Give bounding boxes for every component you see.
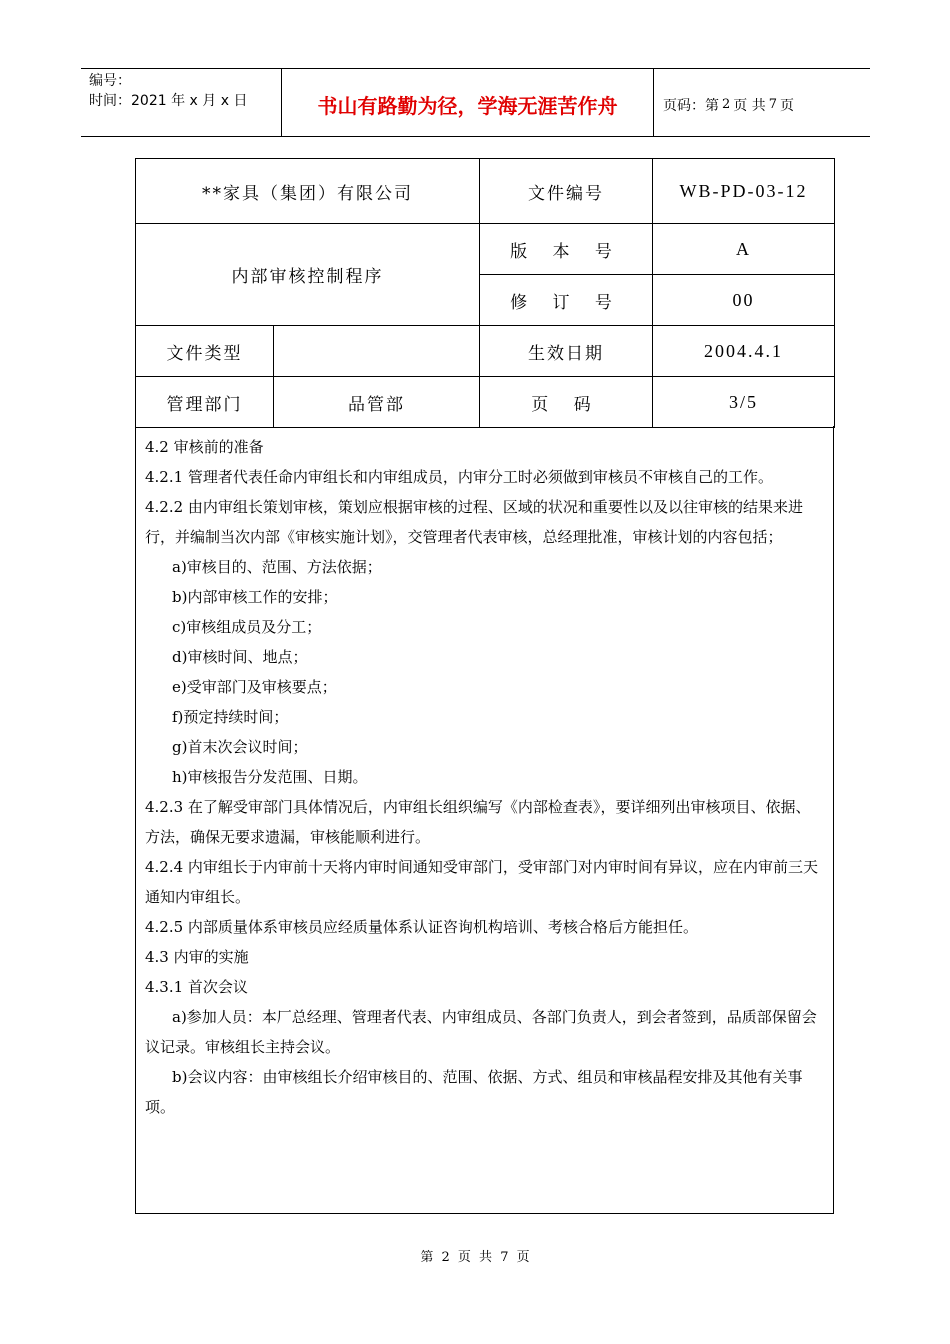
company-name: **家具（集团）有限公司 [136, 159, 480, 224]
section-4-2-2: 4.2.2 由内审组长策划审核，策划应根据审核的过程、区域的状况和重要性以及以往审核的结果来进行，并编制当次内部《审核实施计划》，交管理者代表审核，总经理批准，审核计划的内容包括； [145, 498, 803, 546]
list-item: b)内部审核工作的安排； [172, 588, 338, 606]
section-4-3-1-heading: 4.3.1 首次会议 [145, 978, 248, 996]
version-value: A [653, 224, 835, 275]
header-page-number [654, 69, 870, 136]
page-mid: 页 共 [733, 97, 766, 114]
department-label: 管理部门 [136, 377, 274, 428]
section-4-3-1-a: a)参加人员：本厂总经理、管理者代表、内审组成员、各部门负责人，到会者签到，品质部保留会议记录。审核组长主持会议。 [145, 1008, 817, 1056]
page-label: 页 码 [480, 377, 653, 428]
section-4-2-heading: 4.2 审核前的准备 [145, 438, 264, 456]
serial-label: 编号： [89, 73, 131, 89]
revision-value: 00 [653, 275, 835, 326]
page-value: 3/5 [653, 377, 835, 428]
doc-type-value [274, 326, 480, 377]
doc-number-value: WB-PD-03-12 [653, 159, 835, 224]
page-suffix: 页 [780, 97, 795, 114]
section-4-2-1: 4.2.1 管理者代表任命内审组长和内审组成员，内审分工时必须做到审核员不审核自己的工作。 [145, 468, 773, 486]
section-4-2-4: 4.2.4 内审组长于内审前十天将内审时间通知受审部门，受审部门对内审时间有异议，应在内审前三天通知内审组长。 [145, 858, 818, 906]
department-value: 品管部 [274, 377, 480, 428]
revision-label: 修 订 号 [480, 275, 653, 326]
page-current: 2 [722, 97, 731, 112]
list-item: e)受审部门及审核要点； [172, 678, 337, 696]
list-item: d)审核时间、地点； [172, 648, 308, 666]
page-header [81, 68, 870, 137]
page-footer: 第 2 页 共 7 页 [420, 1250, 530, 1265]
document-body [135, 426, 834, 1214]
section-4-3-1-b: b)会议内容：由审核组长介绍审核目的、范围、依据、方式、组员和审核晶程安排及其他有关事项。 [145, 1068, 803, 1116]
page-prefix: 页码：第 [663, 97, 719, 114]
document-control-table [135, 158, 835, 428]
list-item: f)预定持续时间； [172, 708, 289, 726]
section-4-2-3: 4.2.3 在了解受审部门具体情况后，内审组长组织编写《内部检查表》，要详细列出审核项目、依据、方法，确保无要求遗漏，审核能顺利进行。 [145, 798, 811, 846]
effective-date-value: 2004.4.1 [653, 326, 835, 377]
list-item: g)首末次会议时间； [172, 738, 308, 756]
time-label: 时间：2021 年 x 月 x 日 [89, 93, 248, 109]
version-label: 版 本 号 [480, 224, 653, 275]
procedure-title: 内部审核控制程序 [136, 224, 480, 326]
effective-date-label: 生效日期 [480, 326, 653, 377]
list-item: a)审核目的、范围、方法依据； [172, 558, 382, 576]
header-motto: 书山有路勤为径，学海无涯苦作舟 [282, 69, 654, 136]
section-4-2-5: 4.2.5 内部质量体系审核员应经质量体系认证咨询机构培训、考核合格后方能担任。 [145, 918, 698, 936]
doc-type-label: 文件类型 [136, 326, 274, 377]
list-item: c)审核组成员及分工； [172, 618, 322, 636]
header-meta [81, 69, 282, 136]
page-total: 7 [768, 97, 778, 112]
doc-number-label: 文件编号 [480, 159, 653, 224]
section-4-3-heading: 4.3 内审的实施 [145, 948, 249, 966]
list-item: h)审核报告分发范围、日期。 [172, 768, 368, 786]
